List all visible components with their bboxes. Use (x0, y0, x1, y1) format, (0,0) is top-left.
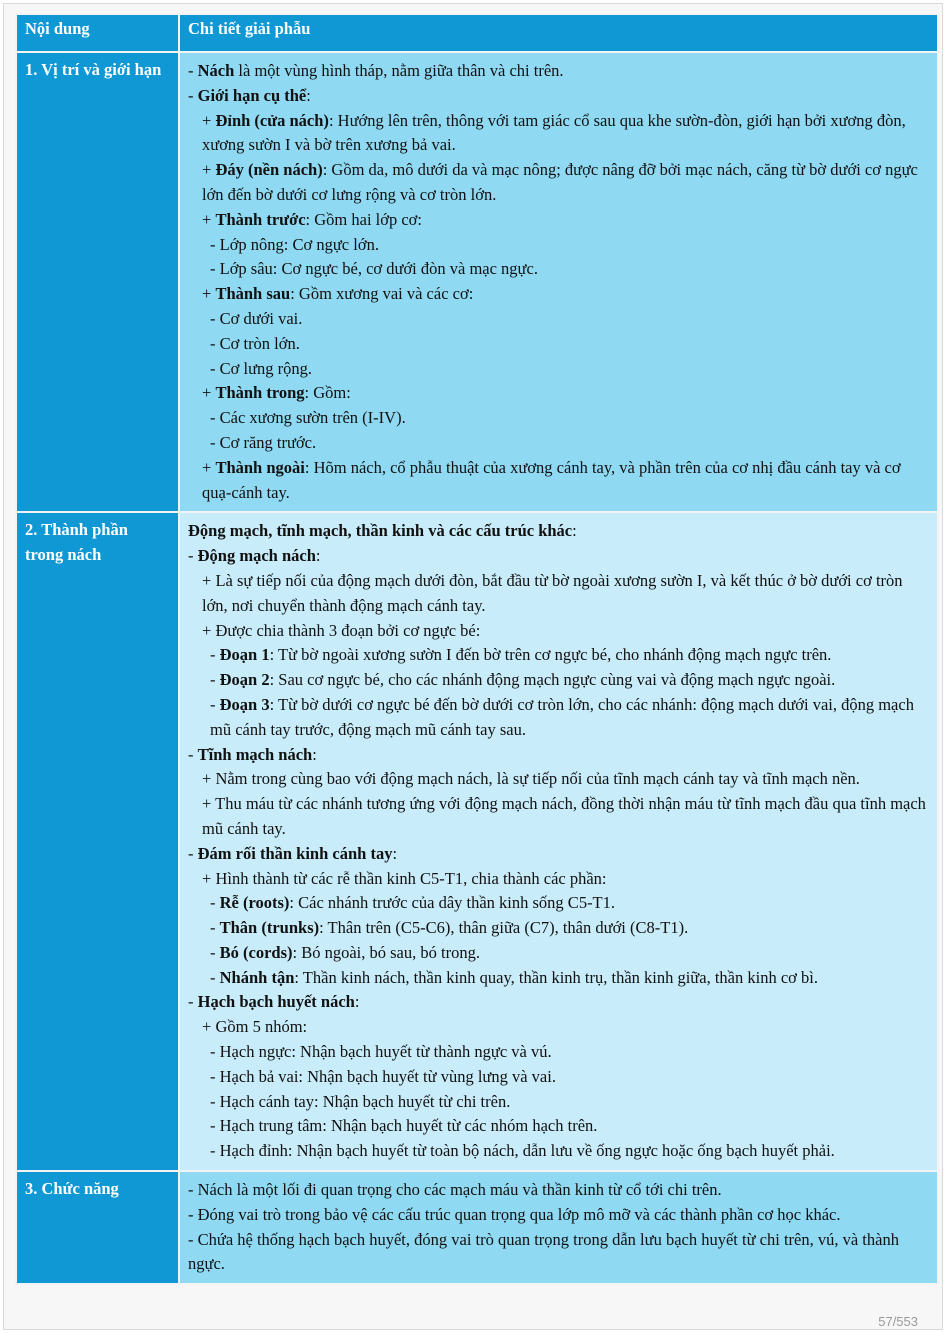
detail-line (188, 990, 931, 1015)
detail-line (188, 1114, 931, 1139)
line-text: Nằm trong cùng bao với động mạch nách, là sự tiếp nối của tĩnh mạch cánh tay và tĩnh mạch nền. (215, 769, 860, 789)
row-detail (179, 1171, 938, 1284)
detail-line (188, 456, 931, 506)
line-bullet: - (188, 843, 198, 863)
detail-line (188, 867, 931, 892)
line-term: Động mạch nách (197, 546, 316, 566)
line-bullet: + (202, 794, 216, 814)
line-text: Hạch đỉnh: Nhận bạch huyết từ toàn bộ nách, dẫn lưu về ống ngực hoặc ống bạch huyết phải. (219, 1141, 835, 1161)
line-bullet: - (210, 1066, 220, 1086)
detail-line (188, 1203, 931, 1228)
line-term: Nách (197, 61, 235, 80)
detail-line (188, 966, 931, 991)
line-term: Thành trước (215, 209, 306, 229)
line-text: Các xương sườn trên (I-IV). (219, 408, 406, 428)
line-bullet: + (202, 383, 216, 403)
detail-line (188, 1228, 931, 1278)
line-term: Đám rối thần kinh cánh tay (197, 843, 393, 863)
line-bullet: - (210, 308, 220, 328)
detail-line (188, 84, 931, 109)
line-text: : Hướng lên trên, thông với tam giác cổ sau qua khe sườn-đòn, giới hạn bởi xương đòn, xương sườn I và bờ trên xương bả vai. (202, 110, 906, 155)
line-bullet: - (210, 1042, 220, 1062)
line-bullet: + (202, 868, 216, 888)
line-text: Lớp nông: Cơ ngực lớn. (219, 234, 379, 254)
line-bullet: + (202, 457, 216, 477)
line-text: : Gồm hai lớp cơ: (305, 209, 422, 229)
detail-line (188, 257, 931, 282)
line-term: Đoạn 1 (219, 645, 270, 665)
line-bullet: - (210, 1116, 220, 1136)
line-text: Hạch ngực: Nhận bạch huyết từ thành ngực và vú. (219, 1042, 552, 1062)
line-text: Hạch cánh tay: Nhận bạch huyết từ chi trên. (219, 1091, 511, 1111)
line-bullet: + (202, 160, 216, 180)
line-text: : Từ bờ dưới cơ ngực bé đến bờ dưới cơ tròn lớn, cho các nhánh: động mạch dưới vai, động mạch mũ cánh tay trước, động mạch mũ cánh tay sau. (210, 694, 914, 739)
line-text: Hạch bả vai: Nhận bạch huyết từ vùng lưng và vai. (219, 1066, 556, 1086)
row-topic: 3. Chức năng (16, 1171, 179, 1284)
detail-line (188, 519, 931, 544)
line-text: : Bó ngoài, bó sau, bó trong. (292, 942, 480, 962)
line-term: Thành sau (215, 284, 291, 304)
line-text: : Các nhánh trước của dây thần kinh sống C5-T1. (289, 893, 616, 913)
header-topic: Nội dung (16, 14, 179, 52)
detail-line (188, 381, 931, 406)
table-body (16, 52, 938, 1284)
line-bullet: - (210, 967, 220, 987)
line-bullet: - (210, 918, 220, 938)
line-bullet: - (188, 992, 198, 1012)
line-text: : (315, 546, 321, 566)
line-bullet: + (202, 620, 216, 640)
line-term: Thành trong (215, 383, 305, 403)
line-term: Thân (trunks) (219, 918, 320, 938)
line-bullet: - (188, 85, 198, 105)
line-bullet: + (202, 1017, 216, 1037)
detail-line (188, 208, 931, 233)
line-bullet: - (188, 1229, 198, 1249)
line-text: : Gồm: (304, 383, 351, 403)
detail-line (188, 891, 931, 916)
detail-line (188, 109, 931, 159)
line-text: Chứa hệ thống hạch bạch huyết, đóng vai trò quan trọng trong dẫn lưu bạch huyết từ chi trên, vú, và thành ngực. (188, 1229, 899, 1274)
line-bullet: - (210, 333, 220, 353)
line-text: : (306, 85, 311, 105)
detail-line (188, 916, 931, 941)
detail-line (188, 1065, 931, 1090)
detail-line (188, 59, 931, 84)
detail-line (188, 941, 931, 966)
line-text: Cơ răng trước. (219, 432, 317, 452)
line-text: : Thần kinh nách, thần kinh quay, thần kinh trụ, thần kinh giữa, thần kinh cơ bì. (294, 967, 818, 987)
line-bullet: - (188, 546, 198, 566)
detail-line (188, 1015, 931, 1040)
line-text: Là sự tiếp nối của động mạch dưới đòn, bắt đầu từ bờ ngoài xương sườn I, và kết thúc ở bờ dưới cơ tròn lớn, nơi chuyển thành động mạch cánh tay. (202, 570, 903, 615)
line-text: Hình thành từ các rễ thần kinh C5-T1, chia thành các phần: (215, 868, 607, 888)
line-term: Đỉnh (cửa nách) (215, 110, 329, 130)
line-bullet: + (202, 209, 216, 229)
row-detail (179, 512, 938, 1171)
row-topic: 2. Thành phần trong nách (16, 512, 179, 1171)
line-term: Rễ (roots) (219, 893, 290, 913)
line-text: : (392, 843, 398, 863)
detail-line (188, 792, 931, 842)
line-text: Đóng vai trò trong bảo vệ các cấu trúc quan trọng qua lớp mô mỡ và các thành phần cơ học khác. (197, 1204, 841, 1224)
detail-line (188, 158, 931, 208)
line-bullet: - (210, 893, 220, 913)
detail-line (188, 544, 931, 569)
line-bullet: - (210, 694, 220, 714)
line-term: Tĩnh mạch nách (197, 744, 313, 764)
line-text: Cơ tròn lớn. (219, 333, 300, 353)
line-text: : Hõm nách, cổ phẫu thuật của xương cánh tay, và phần trên của cơ nhị đầu cánh tay và cơ quạ-cánh tay. (202, 457, 901, 502)
detail-line (188, 1178, 931, 1203)
header-detail: Chi tiết giải phẫu (179, 14, 938, 52)
line-term: Giới hạn cụ thể (197, 85, 307, 105)
detail-line (188, 307, 931, 332)
detail-line (188, 842, 931, 867)
line-text: Gồm 5 nhóm: (215, 1017, 308, 1037)
document-page (3, 3, 943, 1330)
line-bullet: + (202, 110, 216, 130)
detail-line (188, 693, 931, 743)
line-text: : Thân trên (C5-C6), thân giữa (C7), thân dưới (C8-T1). (319, 918, 689, 938)
line-term: Đoạn 2 (219, 670, 270, 690)
line-term: Nhánh tận (219, 967, 295, 987)
line-text: : (312, 744, 317, 764)
line-text: Hạch trung tâm: Nhận bạch huyết từ các nhóm hạch trên. (219, 1116, 598, 1136)
line-term: Đáy (nền nách) (215, 160, 323, 180)
line-term: Bó (cords) (219, 942, 293, 962)
page-counter: 57/553 (878, 1314, 918, 1329)
table-row (16, 52, 938, 512)
detail-line (188, 1139, 931, 1164)
line-bullet: - (210, 259, 220, 279)
line-text: Cơ lưng rộng. (219, 358, 313, 378)
line-bullet: - (188, 61, 198, 80)
detail-line (188, 332, 931, 357)
detail-line (188, 767, 931, 792)
line-text: : (354, 992, 360, 1012)
line-bullet: - (210, 1091, 220, 1111)
line-bullet: - (188, 1204, 198, 1224)
line-term: Đoạn 3 (219, 694, 270, 714)
line-text: : Gồm da, mô dưới da và mạc nông; được nâng đỡ bởi mạc nách, căng từ bờ dưới cơ ngực lớn đến bờ dưới cơ lưng rộng và cơ tròn lớn. (202, 160, 918, 204)
detail-line (188, 1090, 931, 1115)
table-row (16, 512, 938, 1171)
line-bullet: - (210, 234, 220, 254)
line-text: : (572, 521, 577, 541)
line-term: Hạch bạch huyết nách (197, 992, 355, 1012)
line-term: Động mạch, tĩnh mạch, thần kinh và các cấu trúc khác (188, 521, 573, 541)
line-bullet: - (210, 408, 220, 428)
line-bullet: + (202, 769, 216, 789)
line-text: : Từ bờ ngoài xương sườn I đến bờ trên cơ ngực bé, cho nhánh động mạch ngực trên. (269, 645, 832, 665)
line-text: là một vùng hình tháp, nằm giữa thân và chi trên. (234, 61, 564, 80)
line-bullet: - (210, 670, 220, 690)
detail-line (188, 668, 931, 693)
detail-line (188, 406, 931, 431)
detail-line (188, 569, 931, 619)
line-bullet: - (188, 744, 198, 764)
table-row (16, 1171, 938, 1284)
row-topic: 1. Vị trí và giới hạn (16, 52, 179, 512)
line-text: : Gồm xương vai và các cơ: (290, 284, 474, 304)
line-bullet: - (210, 358, 220, 378)
line-bullet: - (210, 432, 220, 452)
detail-line (188, 619, 931, 644)
line-text: Nách là một lối đi quan trọng cho các mạch máu và thần kinh từ cổ tới chi trên. (197, 1180, 722, 1200)
line-text: : Sau cơ ngực bé, cho các nhánh động mạch ngực cùng vai và động mạch ngực ngoài. (269, 670, 836, 690)
line-bullet: - (210, 942, 220, 962)
line-text: Thu máu từ các nhánh tương ứng với động mạch nách, đồng thời nhận máu từ tĩnh mạch đầu qua tĩnh mạch mũ cánh tay. (202, 794, 926, 838)
detail-line (188, 431, 931, 456)
detail-line (188, 1040, 931, 1065)
line-text: Cơ dưới vai. (219, 308, 303, 328)
line-text: Lớp sâu: Cơ ngực bé, cơ dưới đòn và mạc ngực. (219, 259, 538, 279)
detail-line (188, 357, 931, 382)
detail-line (188, 282, 931, 307)
line-bullet: + (202, 284, 216, 304)
line-text: Được chia thành 3 đoạn bởi cơ ngực bé: (215, 620, 481, 640)
detail-line (188, 233, 931, 258)
table-header-row (16, 14, 938, 52)
anatomy-table (15, 13, 939, 1285)
line-bullet: - (210, 1141, 220, 1161)
detail-line (188, 743, 931, 768)
line-bullet: - (188, 1180, 198, 1200)
line-bullet: + (202, 570, 216, 590)
line-bullet: - (210, 645, 220, 665)
detail-line (188, 643, 931, 668)
line-term: Thành ngoài (215, 457, 305, 477)
row-detail (179, 52, 938, 512)
